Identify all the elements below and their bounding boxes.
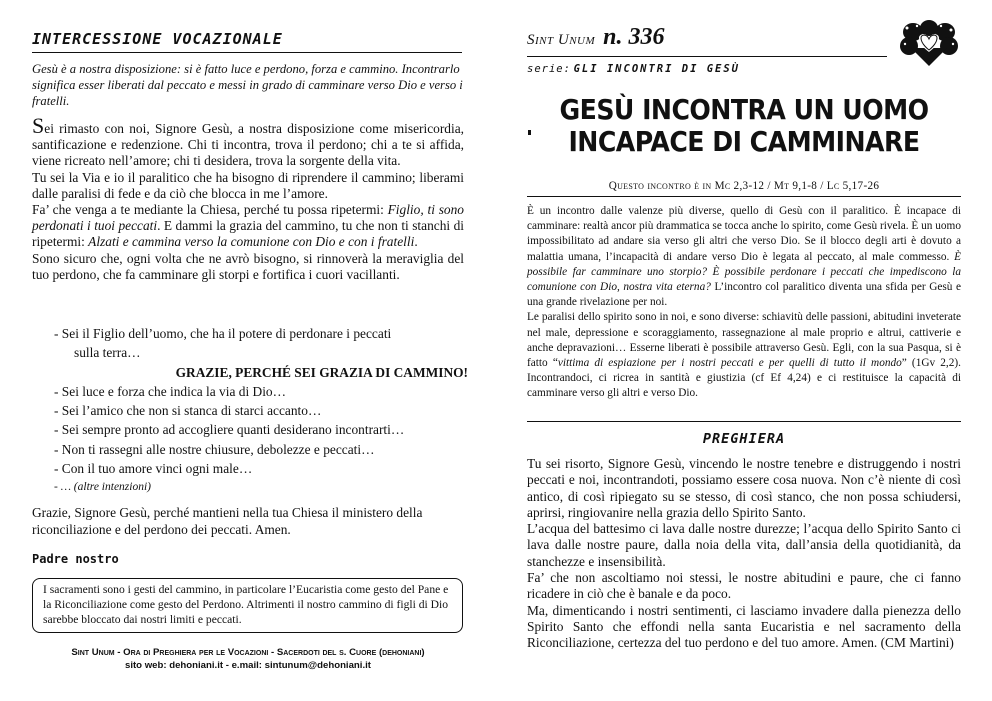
- litany-item-continuation: sulla terra…: [74, 345, 141, 361]
- commentary: [527, 204, 961, 402]
- series-name: GLI INCONTRI DI GESÙ: [573, 63, 740, 75]
- intro-text: Gesù è a nostra disposizione: si è fatto luce e perdono, forza e cammino. Incontrarlo significa esser liberati dal peccato e messi in grado di camminare verso Dio e verso i fratelli.: [32, 62, 463, 108]
- prayer-title: PREGHIERA: [702, 431, 786, 447]
- prayer-paragraph: Fa’ che non ascoltiamo noi stessi, le nostre abitudini e paure, che ci fanno ricadere in ciò che è banale e da poco.: [527, 570, 961, 602]
- masthead-divider: [527, 56, 887, 57]
- litany-item-other: - … (altre intenzioni): [54, 481, 151, 494]
- litany-item: - Sei l’amico che non si stanca di starci accanto…: [54, 403, 322, 419]
- litany-item: - Non ti rassegni alle nostre chiusure, debolezze e peccati…: [54, 441, 375, 457]
- prayer-paragraph-3a: Fa’ che venga a te mediante la Chiesa, perché tu possa ripetermi:: [32, 202, 388, 218]
- masthead: [527, 24, 887, 51]
- litany-item: - Sei luce e forza che indica la via di Dio…: [54, 383, 287, 399]
- commentary-questions: È possibile far camminare uno storpio? È possibile perdonare i peccati che impediscono la comunione con Dio, nostra vita eterna?: [527, 250, 961, 294]
- closing-prayer: [527, 456, 961, 652]
- commentary-d: Le paralisi dello spirito sono in noi, e sono diverse: schiavitù delle passioni, abitudini inveterate nel male, depressione e scoraggiamento, rassegnazione al male proprio e altrui, cattiverie e anche depravazioni… Esserne liberati è possibile attraverso Gesù. Egli, con la sua Pasqua, si è fatto “: [527, 311, 961, 370]
- prayer-quote-1: Figlio, ti sono perdonati i tuoi peccati: [32, 202, 464, 234]
- left-column: [32, 0, 468, 701]
- prayer-quote-2: Alzati e cammina verso la comunione con Dio e con i fratelli: [88, 234, 415, 250]
- commentary-f: ” (1Gv 2,2). Incontrandoci, ci ricrea in santità e giustizia (cf Ef 4,24) e ci restituisce la capacità di camminare verso gli altri e verso Dio.: [527, 357, 961, 400]
- litany: [54, 324, 474, 498]
- closing-text: Grazie, Signore Gesù, perché mantieni nella tua Chiesa il ministero della riconciliazione e del perdono dei peccati. Amen.: [32, 505, 423, 537]
- litany-item: - Sei sempre pronto ad accogliere quanti desiderano incontrarti…: [54, 422, 405, 438]
- series-label: serie:: [527, 63, 571, 75]
- brand-name: Sint Unum: [527, 32, 596, 48]
- prayer-paragraph: Tu sei risorto, Signore Gesù, vincendo le nostre tenebre e distruggendo i nostri peccati e noi, incontrandoti, possiamo essere cosa nuova. Non c’è niente di così antico, di così ripiegato su se stesso, di così stanco, che non possa schiudersi, aprirsi, ringiovanire nella grazia dello Spirito Santo.: [527, 456, 961, 520]
- commentary-divider: [527, 421, 961, 422]
- section-title: INTERCESSIONE VOCAZIONALE: [32, 30, 283, 48]
- footer-publisher: Sint Unum - Ora di Preghiera per le Vocazioni - Sacerdoti del s. Cuore (dehoniani): [71, 647, 425, 658]
- title-divider: [32, 52, 462, 53]
- litany-item: - Con il tuo amore vinci ogni male…: [54, 461, 253, 477]
- prayer-paragraph: Ma, dimenticando i nostri sentimenti, ci lasciamo invadere dalla pienezza dello Spirito Santo che effondi nella santa Eucaristia e nel sacramento della Riconciliazione, certezza del tuo perdono e del tuo amore. Amen. (CM Martini): [527, 602, 961, 651]
- title-line-1: GESÙ INCONTRA UN UOMO: [559, 93, 929, 126]
- prayer-paragraph-1: ei rimasto con noi, Signore Gesù, a nostra disposizione come misericordia, santificazione e redenzione. Chi ti incontra, trova il perdono; chi a te si affida, viene ricreato nell’amore; chi ti desidera, trova la sorgente della vita.: [32, 121, 464, 169]
- sacraments-note-box: I sacramenti sono i gesti del cammino, in particolare l’Eucaristia come gesto del Pane e la Riconciliazione come gesto del Perdono. Altrimenti il nostro cammino di figli di Dio sarebbe bloccato dai nostri limiti e peccati.: [32, 578, 463, 633]
- prayer-paragraph: L’acqua del battesimo ci lava dalle nostre durezze; l’acqua dello Spirito Santo ci lava dalle nostre paure, dalla noia della vita, dall’ansia della quotidianità, da stanchezze e insensibilità.: [527, 521, 961, 569]
- drop-cap: S: [32, 113, 45, 138]
- commentary-c: L’incontro col paralitico diventa una sfida per Gesù e una grande rivelazione per noi.: [527, 281, 961, 309]
- padre-nostro-label: Padre nostro: [32, 552, 119, 566]
- prayer-paragraph-3c: . E dammi la grazia del cammino, tu che non ti stanchi di ripetermi:: [32, 218, 464, 250]
- series-line: [527, 63, 740, 75]
- right-column: [527, 0, 961, 701]
- prayer-paragraph-4: Sono sicuro che, ogni volta che ne avrò bisogno, si rinnoverà la meraviglia del tuo perdono, che fa camminare gli storpi e fortifica i cuori vacillanti.: [32, 250, 464, 282]
- reference-divider: [527, 196, 961, 197]
- issue-number: n. 336: [603, 24, 665, 50]
- litany-item: - Sei il Figlio dell’uomo, che ha il potere di perdonare i peccati: [54, 326, 392, 341]
- prayer-paragraph-2: Tu sei la Via e io il paralitico che ha bisogno di riprendere il cammino; liberami dalle paralisi di fede e da ciò che blocca in me l’amore.: [32, 169, 464, 201]
- footer-contacts: sito web: dehoniani.it - e.mail: sintunum@dehoniani.it: [124, 660, 371, 671]
- intercession-prayer: [32, 113, 464, 283]
- litany-refrain: GRAZIE, PERCHÉ SEI GRAZIA DI CAMMINO!: [175, 364, 468, 380]
- prayer-paragraph-3e: .: [414, 234, 418, 250]
- commentary-quote: vittima di espiazione per i nostri peccati e per quelli di tutto il mondo: [557, 357, 902, 370]
- page-title: [549, 94, 940, 158]
- hearts-logo: [897, 18, 961, 68]
- margin-mark: [528, 130, 531, 135]
- commentary-a: È un incontro dalle valenze più diverse, quello di Gesù con il paralitico. È incapace di camminare: realtà ancor più drammatica se tocca anche lo spirito, come Gesù rivela. È un uomo impossibilitato ad andare sia verso gli altri che verso Dio. Se il blocco degli arti è dovuto a malattia umana, l’incapacità di andare verso Dio è legata al peccato, al male commesso.: [527, 205, 961, 263]
- footer: [32, 646, 464, 672]
- title-line-2: INCAPACE DI CAMMINARE: [568, 125, 920, 158]
- gospel-reference: Questo incontro è in Mc 2,3-12 / Mt 9,1-8 / Lc 5,17-26: [608, 180, 880, 192]
